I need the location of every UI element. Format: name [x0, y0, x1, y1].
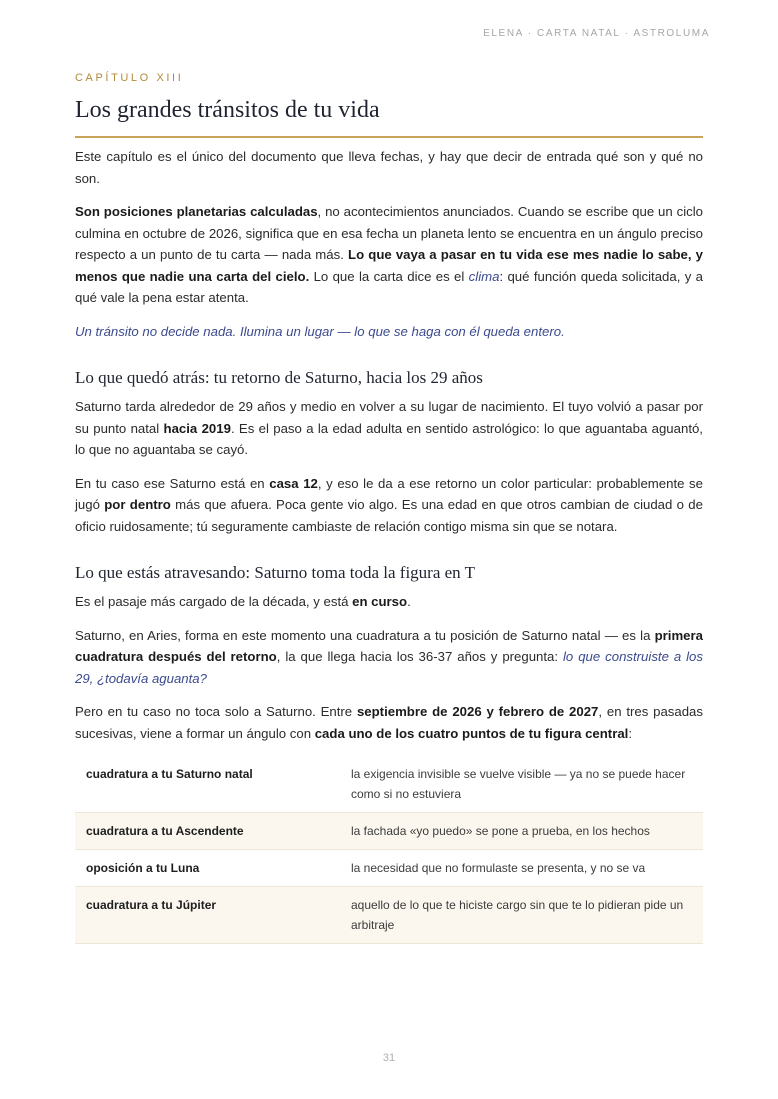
text-run: Es el pasaje más cargado de la década, y está [75, 594, 353, 609]
emphasis: septiembre de 2026 y febrero de 2027 [356, 704, 599, 719]
page-title: Los grandes tránsitos de tu vida [75, 97, 380, 123]
page-number: 31 [382, 1052, 396, 1064]
emphasis: por dentro [104, 497, 171, 512]
table-row [75, 813, 703, 850]
title-divider [75, 136, 703, 138]
chapter-label: CAPÍTULO XIII [75, 72, 184, 84]
text-run: más que afuera. Poca gente vio algo. Es una edad en que otros cambian de ciudad o de oficio ruidosamente; tú seguramente cambiaste de relación contigo misma sin que se notara. [75, 497, 703, 534]
text-run: . [407, 594, 411, 609]
text-run: Saturno, en Aries, forma en este momento una cuadratura a tu posición de Saturno natal — es la [75, 627, 655, 643]
table-row [75, 887, 703, 944]
section1-paragraph-1 [75, 396, 703, 461]
section2-paragraph-3 [75, 701, 703, 744]
text-run: , en tres pasadas sucesivas, viene a formar un ángulo con [75, 704, 703, 741]
emphasis: hacia 2019 [163, 420, 231, 436]
table-row [75, 850, 703, 887]
meaning-cell: la exigencia invisible se vuelve visible — ya no se puede hacer como si no estuviera [327, 756, 703, 813]
section-heading-t-square: Lo que estás atravesando: Saturno toma toda la figura en T [75, 563, 476, 582]
pull-quote: Un tránsito no decide nada. Ilumina un lugar — lo que se haga con él queda entero. [75, 323, 565, 339]
emphasis: primera cuadratura después del retorno [75, 627, 703, 664]
transits-table [75, 756, 703, 944]
section1-paragraph-2 [75, 473, 703, 538]
aspect-cell: cuadratura a tu Júpiter [75, 887, 327, 944]
text-run: En tu caso ese Saturno está en [75, 475, 270, 491]
running-header: ELENA · CARTA NATAL · ASTROLUMA [483, 28, 710, 39]
table-row [75, 756, 703, 813]
intro-paragraph-1: Este capítulo es el único del documento que lleva fechas, y hay que decir de entrada qué son y qué no son. [75, 149, 703, 186]
text-run: , la que llega hacia los 36-37 años y pregunta: [276, 649, 563, 664]
aspect-cell: cuadratura a tu Saturno natal [75, 756, 327, 813]
accent-text: lo que construiste a los 29, ¿todavía aguanta? [75, 649, 703, 686]
meaning-cell: la fachada «yo puedo» se pone a prueba, en los hechos [327, 813, 703, 850]
text-run: Pero en tu caso no toca solo a Saturno. Entre [75, 704, 357, 719]
emphasis: en curso [352, 594, 408, 609]
emphasis: Lo que vaya a pasar en tu vida ese mes nadie lo sabe, y menos que nadie una carta del cielo. [75, 247, 704, 284]
aspect-cell: oposición a tu Luna [75, 850, 327, 887]
emphasis: cada uno de los cuatro puntos de tu figura central [314, 725, 629, 741]
text-run: : [628, 725, 632, 741]
text-run: . Es el paso a la edad adulta en sentido astrológico: lo que aguantaba aguantó, lo que no aguantaba se cayó. [75, 420, 703, 457]
aspect-cell: cuadratura a tu Ascendente [75, 813, 327, 850]
text-run: Lo que la carta dice es el [309, 268, 469, 284]
chapter-body [75, 146, 703, 944]
intro-paragraph-2 [75, 201, 703, 309]
meaning-cell: aquello de lo que te hiciste cargo sin que te lo pidieran pide un arbitraje [327, 887, 703, 944]
section2-paragraph-1 [75, 591, 703, 613]
text-run: , y eso le da a ese retorno un color particular: probablemente se jugó [75, 475, 703, 512]
meaning-cell: la necesidad que no formulaste se presenta, y no se va [327, 850, 703, 887]
section2-paragraph-2 [75, 625, 703, 690]
emphasis: Son posiciones planetarias calculadas [75, 204, 318, 219]
text-run: , no acontecimientos anunciados. Cuando se escribe que un ciclo culmina en octubre de 2026, significa que en esa fecha un planeta lento se encuentra en un ángulo preciso respecto a un punto de tu carta — nada más. [75, 204, 703, 262]
accent-text: clima [468, 268, 500, 284]
text-run: : qué función queda solicitada, y a qué vale la pena estar atenta. [75, 268, 703, 305]
emphasis: casa 12 [269, 475, 318, 491]
text-run: Saturno tarda alrededor de 29 años y medio en volver a su lugar de nacimiento. El tuyo volvió a pasar por su punto natal [75, 399, 703, 436]
section-heading-saturn-return: Lo que quedó atrás: tu retorno de Saturno, hacia los 29 años [75, 368, 483, 387]
